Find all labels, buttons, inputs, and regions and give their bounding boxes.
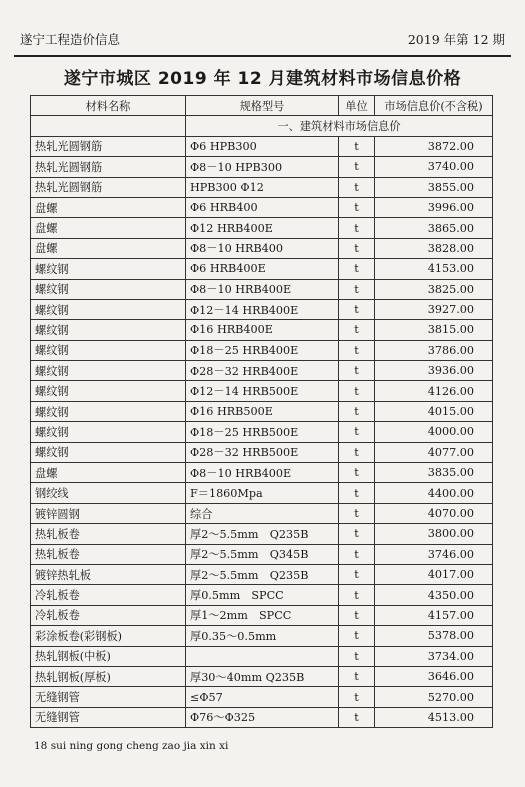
- market-price: 3734.00: [375, 646, 493, 666]
- market-price: 3740.00: [375, 157, 493, 177]
- unit: t: [339, 177, 375, 197]
- unit: t: [339, 503, 375, 523]
- spec-model: 厚2～5.5mm Q235B: [186, 564, 339, 584]
- market-price: 4350.00: [375, 585, 493, 605]
- unit: t: [339, 259, 375, 279]
- spec-model: [186, 646, 339, 666]
- material-name: 钢绞线: [31, 483, 186, 503]
- spec-model: ≤Φ57: [186, 687, 339, 707]
- material-name: 盘螺: [31, 197, 186, 217]
- material-name: 热轧钢板(厚板): [31, 666, 186, 686]
- spec-model: Φ12 HRB400E: [186, 218, 339, 238]
- unit: t: [339, 544, 375, 564]
- market-price: 3835.00: [375, 463, 493, 483]
- spec-model: Φ18－25 HRB400E: [186, 340, 339, 360]
- unit: t: [339, 442, 375, 462]
- table-row: [31, 544, 493, 564]
- unit: t: [339, 687, 375, 707]
- table-row: [31, 218, 493, 238]
- table-row: [31, 707, 493, 727]
- material-name: 冷轧板卷: [31, 605, 186, 625]
- unit: t: [339, 218, 375, 238]
- table-row: [31, 279, 493, 299]
- spec-model: Φ6 HPB300: [186, 136, 339, 156]
- page-title: 遂宁市城区 2019 年 12 月建筑材料市场信息价格: [63, 69, 462, 89]
- section-title: 一、建筑材料市场信息价: [186, 116, 493, 136]
- market-price: 4513.00: [375, 707, 493, 727]
- spec-model: 厚2～5.5mm Q235B: [186, 524, 339, 544]
- material-name: 螺纹钢: [31, 422, 186, 442]
- market-price: 4153.00: [375, 259, 493, 279]
- table-row: [31, 381, 493, 401]
- market-price: 3800.00: [375, 524, 493, 544]
- material-name: 热轧板卷: [31, 524, 186, 544]
- table-row: [31, 585, 493, 605]
- spec-model: Φ8－10 HRB400E: [186, 463, 339, 483]
- column-header-spec: 规格型号: [186, 96, 339, 116]
- market-price: 3646.00: [375, 666, 493, 686]
- market-price: 4000.00: [375, 422, 493, 442]
- unit: t: [339, 646, 375, 666]
- column-header-name: 材料名称: [31, 96, 186, 116]
- market-price: 3865.00: [375, 218, 493, 238]
- spec-model: 厚2～5.5mm Q345B: [186, 544, 339, 564]
- unit: t: [339, 666, 375, 686]
- unit: t: [339, 626, 375, 646]
- table-row: [31, 299, 493, 319]
- unit: t: [339, 564, 375, 584]
- table-row: [31, 463, 493, 483]
- unit: t: [339, 238, 375, 258]
- material-name: 热轧钢板(中板): [31, 646, 186, 666]
- unit: t: [339, 605, 375, 625]
- unit: t: [339, 381, 375, 401]
- unit: t: [339, 157, 375, 177]
- table-row: [31, 340, 493, 360]
- unit: t: [339, 136, 375, 156]
- material-name: 盘螺: [31, 218, 186, 238]
- material-name: 热轧光圆钢筋: [31, 136, 186, 156]
- issue-number: 2019 年第 12 期: [407, 32, 505, 47]
- unit: t: [339, 340, 375, 360]
- section-row: [31, 116, 493, 136]
- material-name: 镀锌圆钢: [31, 503, 186, 523]
- material-name: 镀锌热轧板: [31, 564, 186, 584]
- unit: t: [339, 483, 375, 503]
- material-name: 彩涂板卷(彩钢板): [31, 626, 186, 646]
- table-row: [31, 238, 493, 258]
- market-price: 4157.00: [375, 605, 493, 625]
- spec-model: Φ6 HRB400E: [186, 259, 339, 279]
- spec-model: 厚1～2mm SPCC: [186, 605, 339, 625]
- spec-model: 综合: [186, 503, 339, 523]
- table-row: [31, 361, 493, 381]
- material-name: 螺纹钢: [31, 320, 186, 340]
- header-divider: [14, 55, 511, 57]
- material-name: 螺纹钢: [31, 279, 186, 299]
- market-price: 5378.00: [375, 626, 493, 646]
- material-name: 热轧光圆钢筋: [31, 177, 186, 197]
- unit: t: [339, 299, 375, 319]
- spec-model: 厚30～40mm Q235B: [186, 666, 339, 686]
- material-name: 螺纹钢: [31, 361, 186, 381]
- unit: t: [339, 524, 375, 544]
- table-row: [31, 422, 493, 442]
- table-row: [31, 605, 493, 625]
- market-price: 3855.00: [375, 177, 493, 197]
- spec-model: Φ28－32 HRB500E: [186, 442, 339, 462]
- table-row: [31, 524, 493, 544]
- market-price: 4126.00: [375, 381, 493, 401]
- market-price: 3815.00: [375, 320, 493, 340]
- table-row: [31, 564, 493, 584]
- table-row: [31, 197, 493, 217]
- table-row: [31, 259, 493, 279]
- market-price: 3936.00: [375, 361, 493, 381]
- unit: t: [339, 707, 375, 727]
- spec-model: Φ18－25 HRB500E: [186, 422, 339, 442]
- market-price: 3872.00: [375, 136, 493, 156]
- spec-model: F＝1860Mpa: [186, 483, 339, 503]
- table-row: [31, 503, 493, 523]
- section-blank: [31, 116, 186, 136]
- spec-model: 厚0.5mm SPCC: [186, 585, 339, 605]
- market-price: 3786.00: [375, 340, 493, 360]
- material-name: 热轧板卷: [31, 544, 186, 564]
- spec-model: Φ76～Φ325: [186, 707, 339, 727]
- market-price: 3927.00: [375, 299, 493, 319]
- market-price: 3828.00: [375, 238, 493, 258]
- material-name: 螺纹钢: [31, 299, 186, 319]
- price-table: [30, 95, 493, 728]
- spec-model: Φ8－10 HRB400E: [186, 279, 339, 299]
- table-row: [31, 666, 493, 686]
- unit: t: [339, 320, 375, 340]
- publication-name: 遂宁工程造价信息: [20, 32, 121, 47]
- market-price: 3746.00: [375, 544, 493, 564]
- table-row: [31, 626, 493, 646]
- market-price: 4015.00: [375, 401, 493, 421]
- market-price: 4077.00: [375, 442, 493, 462]
- spec-model: 厚0.35～0.5mm: [186, 626, 339, 646]
- table-header-row: [31, 96, 493, 116]
- unit: t: [339, 361, 375, 381]
- material-name: 盘螺: [31, 238, 186, 258]
- material-name: 螺纹钢: [31, 442, 186, 462]
- material-name: 无缝钢管: [31, 687, 186, 707]
- spec-model: Φ6 HRB400: [186, 197, 339, 217]
- unit: t: [339, 279, 375, 299]
- table-row: [31, 157, 493, 177]
- spec-model: Φ12－14 HRB500E: [186, 381, 339, 401]
- market-price: 3825.00: [375, 279, 493, 299]
- market-price: 3996.00: [375, 197, 493, 217]
- spec-model: Φ12－14 HRB400E: [186, 299, 339, 319]
- spec-model: Φ16 HRB500E: [186, 401, 339, 421]
- page-footer: 18 sui ning gong cheng zao jia xin xi: [34, 740, 229, 752]
- material-name: 螺纹钢: [31, 340, 186, 360]
- table-row: [31, 483, 493, 503]
- material-name: 盘螺: [31, 463, 186, 483]
- spec-model: Φ8－10 HPB300: [186, 157, 339, 177]
- spec-model: Φ8－10 HRB400: [186, 238, 339, 258]
- material-name: 螺纹钢: [31, 401, 186, 421]
- column-header-unit: 单位: [339, 96, 375, 116]
- column-header-price: 市场信息价(不含税): [375, 96, 493, 116]
- table-row: [31, 646, 493, 666]
- spec-model: Φ28－32 HRB400E: [186, 361, 339, 381]
- material-name: 无缝钢管: [31, 707, 186, 727]
- material-name: 螺纹钢: [31, 381, 186, 401]
- market-price: 5270.00: [375, 687, 493, 707]
- table-row: [31, 687, 493, 707]
- table-row: [31, 136, 493, 156]
- unit: t: [339, 585, 375, 605]
- table-row: [31, 442, 493, 462]
- spec-model: Φ16 HRB400E: [186, 320, 339, 340]
- market-price: 4070.00: [375, 503, 493, 523]
- market-price: 4017.00: [375, 564, 493, 584]
- material-name: 螺纹钢: [31, 259, 186, 279]
- unit: t: [339, 401, 375, 421]
- table-row: [31, 177, 493, 197]
- material-name: 冷轧板卷: [31, 585, 186, 605]
- material-name: 热轧光圆钢筋: [31, 157, 186, 177]
- page-header: [14, 26, 511, 52]
- table-row: [31, 320, 493, 340]
- table-row: [31, 401, 493, 421]
- unit: t: [339, 463, 375, 483]
- unit: t: [339, 197, 375, 217]
- spec-model: HPB300 Φ12: [186, 177, 339, 197]
- market-price: 4400.00: [375, 483, 493, 503]
- unit: t: [339, 422, 375, 442]
